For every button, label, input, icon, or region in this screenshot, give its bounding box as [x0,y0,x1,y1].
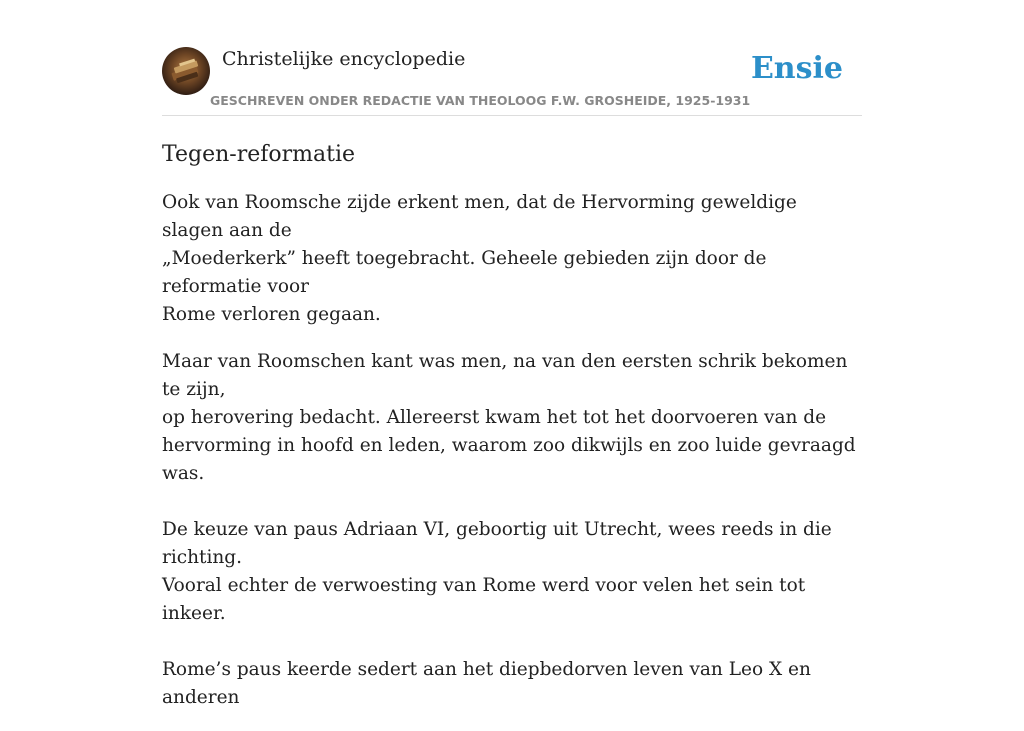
site-title[interactable]: Christelijke encyclopedie [222,48,466,70]
article-title: Tegen-reformatie [162,142,356,167]
article [162,138,862,731]
article-paragraph: Maar van Roomschen kant was men, na van den eersten schrik bekomen te zijn, op herovering bedacht. Allereerst kwam het tot het doorvoeren van de hervorming in hoofd en leden, waarom zoo dikwijls en zoo luide gevraagd was. De keuze van paus Adriaan VI, geboortig uit Utrecht, wees reeds in die richting. Vooral echter de verwoesting van Rome werd voor velen het sein tot inkeer. Rome’s paus keerde sedert aan het diepbedorven leven van Leo X en anderen [162,351,856,708]
book-stack-icon [162,47,210,95]
encyclopedia-avatar[interactable] [162,47,210,95]
site-subtitle: GESCHREVEN ONDER REDACTIE VAN THEOLOOG F.W. GROSHEIDE, 1925-1931 [210,93,751,108]
ensie-logo[interactable]: Ensie [750,51,843,86]
site-header [162,47,862,116]
article-paragraph: Ook van Roomsche zijde erkent men, dat de Hervorming geweldige slagen aan de „Moederkerk” heeft toegebracht. Geheele gebieden zijn door de reformatie voor Rome verloren gegaan. [162,192,797,325]
